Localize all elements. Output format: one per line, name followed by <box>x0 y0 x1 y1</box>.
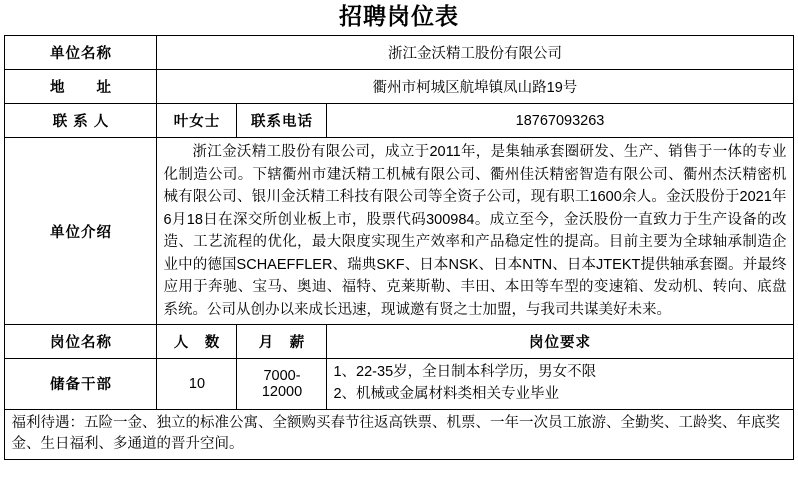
recruitment-table <box>4 35 793 460</box>
job-requirement-line: 2、机械或金属材料类相关专业毕业 <box>333 385 560 402</box>
company-name-label: 单位名称 <box>5 36 157 70</box>
welfare-text: 福利待遇：五险一金、独立的标准公寓、全额购买春节往返高铁票、机票、一年一次员工旅游、全勤奖、工龄奖、年底奖金、生日福利、多通道的晋升空间。 <box>5 409 793 460</box>
table-header-row <box>5 325 793 359</box>
table-row <box>5 36 793 70</box>
job-position: 储备干部 <box>5 359 157 410</box>
table-row <box>5 359 793 410</box>
table-row <box>5 104 793 138</box>
contact-person-label: 联 系 人 <box>5 104 157 138</box>
contact-phone-value: 18767093263 <box>327 104 793 138</box>
table-row <box>5 409 793 460</box>
company-name-value: 浙江金沃精工股份有限公司 <box>157 36 793 70</box>
job-salary: 7000-12000 <box>237 359 327 410</box>
column-header-position: 岗位名称 <box>5 325 157 359</box>
job-count: 10 <box>157 359 237 410</box>
column-header-count: 人 数 <box>157 325 237 359</box>
table-row <box>5 70 793 104</box>
page-title: 招聘岗位表 <box>339 3 459 29</box>
company-address-value: 衢州市柯城区航埠镇凤山路19号 <box>157 70 793 104</box>
contact-phone-label: 联系电话 <box>237 104 327 138</box>
company-intro-text: 浙江金沃精工股份有限公司，成立于2011年，是集轴承套圈研发、生产、销售于一体的专业化制造公司。下辖衢州市建沃精工机械有限公司、衢州佳沃精密智造有限公司、衢州杰沃精密机械有限公司、银川金沃精工科技有限公司等全资子公司，现有职工1600余人。金沃股份于2021年6月18日在深交所创业板上市，股票代码300984。成立至今，金沃股份一直致力于生产设备的改造、工艺流程的优化，最大限度实现生产效率和产品稳定性的提高。目前主要为全球轴承制造企业中的德国SCHAEFFLER、瑞典SKF、日本NSK、日本NTN、日本JTEKT提供轴承套圈。并最终应用于奔驰、宝马、奥迪、福特、克莱斯勒、丰田、本田等车型的变速箱、发动机、转向、底盘系统。公司从创办以来成长迅速，现诚邀有贤之士加盟，与我司共谋美好未来。 <box>157 138 793 325</box>
column-header-salary: 月 薪 <box>237 325 327 359</box>
job-requirements <box>327 359 793 410</box>
contact-person-value: 叶女士 <box>157 104 237 138</box>
company-address-label: 地 址 <box>5 70 157 104</box>
table-row <box>5 138 793 325</box>
job-requirement-line: 1、22-35岁，全日制本科学历，男女不限 <box>333 364 597 381</box>
company-intro-label: 单位介绍 <box>5 138 157 325</box>
column-header-requirements: 岗位要求 <box>327 325 793 359</box>
